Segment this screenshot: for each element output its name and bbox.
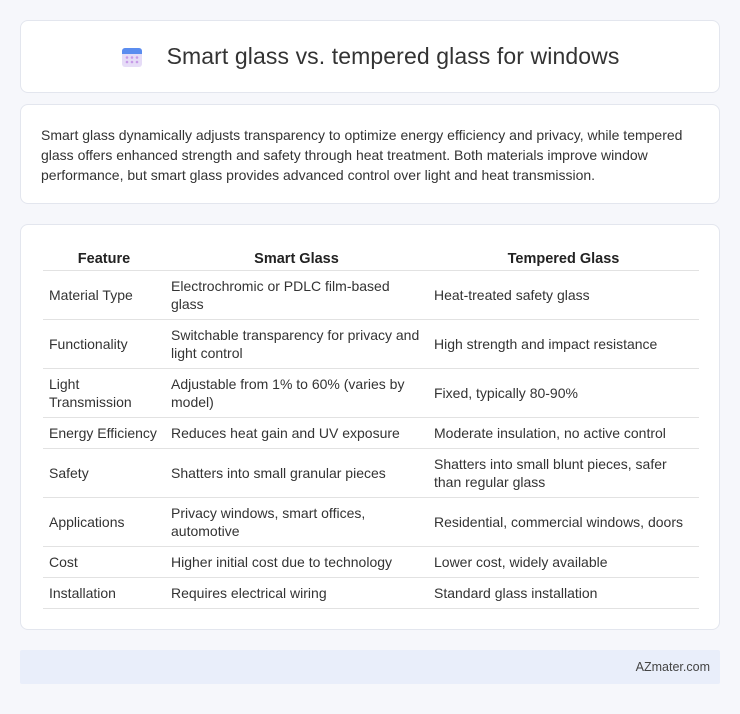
tempered-glass-cell: Moderate insulation, no active control: [428, 417, 699, 448]
intro-text: Smart glass dynamically adjusts transparency to optimize energy efficiency and privacy, while tempered glass offers enhanced strength and safety through heat treatment. Both materials improve window performance, but smart glass provides advanced control over light and heat transmission.: [41, 127, 683, 183]
tempered-glass-cell: Lower cost, widely available: [428, 546, 699, 577]
tempered-glass-cell: Fixed, typically 80-90%: [428, 368, 699, 417]
header-feature: Feature: [43, 245, 165, 270]
smart-glass-cell: Privacy windows, smart offices, automotive: [165, 497, 428, 546]
tempered-glass-cell: High strength and impact resistance: [428, 319, 699, 368]
tempered-glass-cell: Standard glass installation: [428, 577, 699, 608]
feature-cell: Material Type: [43, 270, 165, 319]
smart-glass-cell: Reduces heat gain and UV exposure: [165, 417, 428, 448]
comparison-table: [43, 245, 699, 609]
table-row: [43, 319, 699, 368]
table-row: [43, 448, 699, 497]
calendar-icon: [121, 46, 143, 68]
smart-glass-cell: Higher initial cost due to technology: [165, 546, 428, 577]
table-row: [43, 417, 699, 448]
intro-card: [20, 104, 720, 204]
table-row: [43, 546, 699, 577]
feature-cell: Functionality: [43, 319, 165, 368]
tempered-glass-cell: Heat-treated safety glass: [428, 270, 699, 319]
title-card: [20, 20, 720, 93]
table-row: [43, 497, 699, 546]
header-tempered-glass: Tempered Glass: [428, 245, 699, 270]
feature-cell: Installation: [43, 577, 165, 608]
table-row: [43, 368, 699, 417]
feature-cell: Cost: [43, 546, 165, 577]
page-title: Smart glass vs. tempered glass for windows: [166, 43, 620, 69]
tempered-glass-cell: Shatters into small blunt pieces, safer than regular glass: [428, 448, 699, 497]
smart-glass-cell: Shatters into small granular pieces: [165, 448, 428, 497]
header-smart-glass: Smart Glass: [165, 245, 428, 270]
feature-cell: Applications: [43, 497, 165, 546]
title-wrap: [121, 43, 620, 70]
smart-glass-cell: Adjustable from 1% to 60% (varies by model): [165, 368, 428, 417]
smart-glass-cell: Requires electrical wiring: [165, 577, 428, 608]
footer-site-link[interactable]: AZmater.com: [635, 660, 710, 674]
footer: [20, 650, 720, 684]
table-row: [43, 270, 699, 319]
smart-glass-cell: Switchable transparency for privacy and light control: [165, 319, 428, 368]
smart-glass-cell: Electrochromic or PDLC film-based glass: [165, 270, 428, 319]
table-row: [43, 577, 699, 608]
feature-cell: Safety: [43, 448, 165, 497]
comparison-card: [20, 224, 720, 630]
feature-cell: Energy Efficiency: [43, 417, 165, 448]
feature-cell: Light Transmission: [43, 368, 165, 417]
table-header-row: [43, 245, 699, 270]
tempered-glass-cell: Residential, commercial windows, doors: [428, 497, 699, 546]
